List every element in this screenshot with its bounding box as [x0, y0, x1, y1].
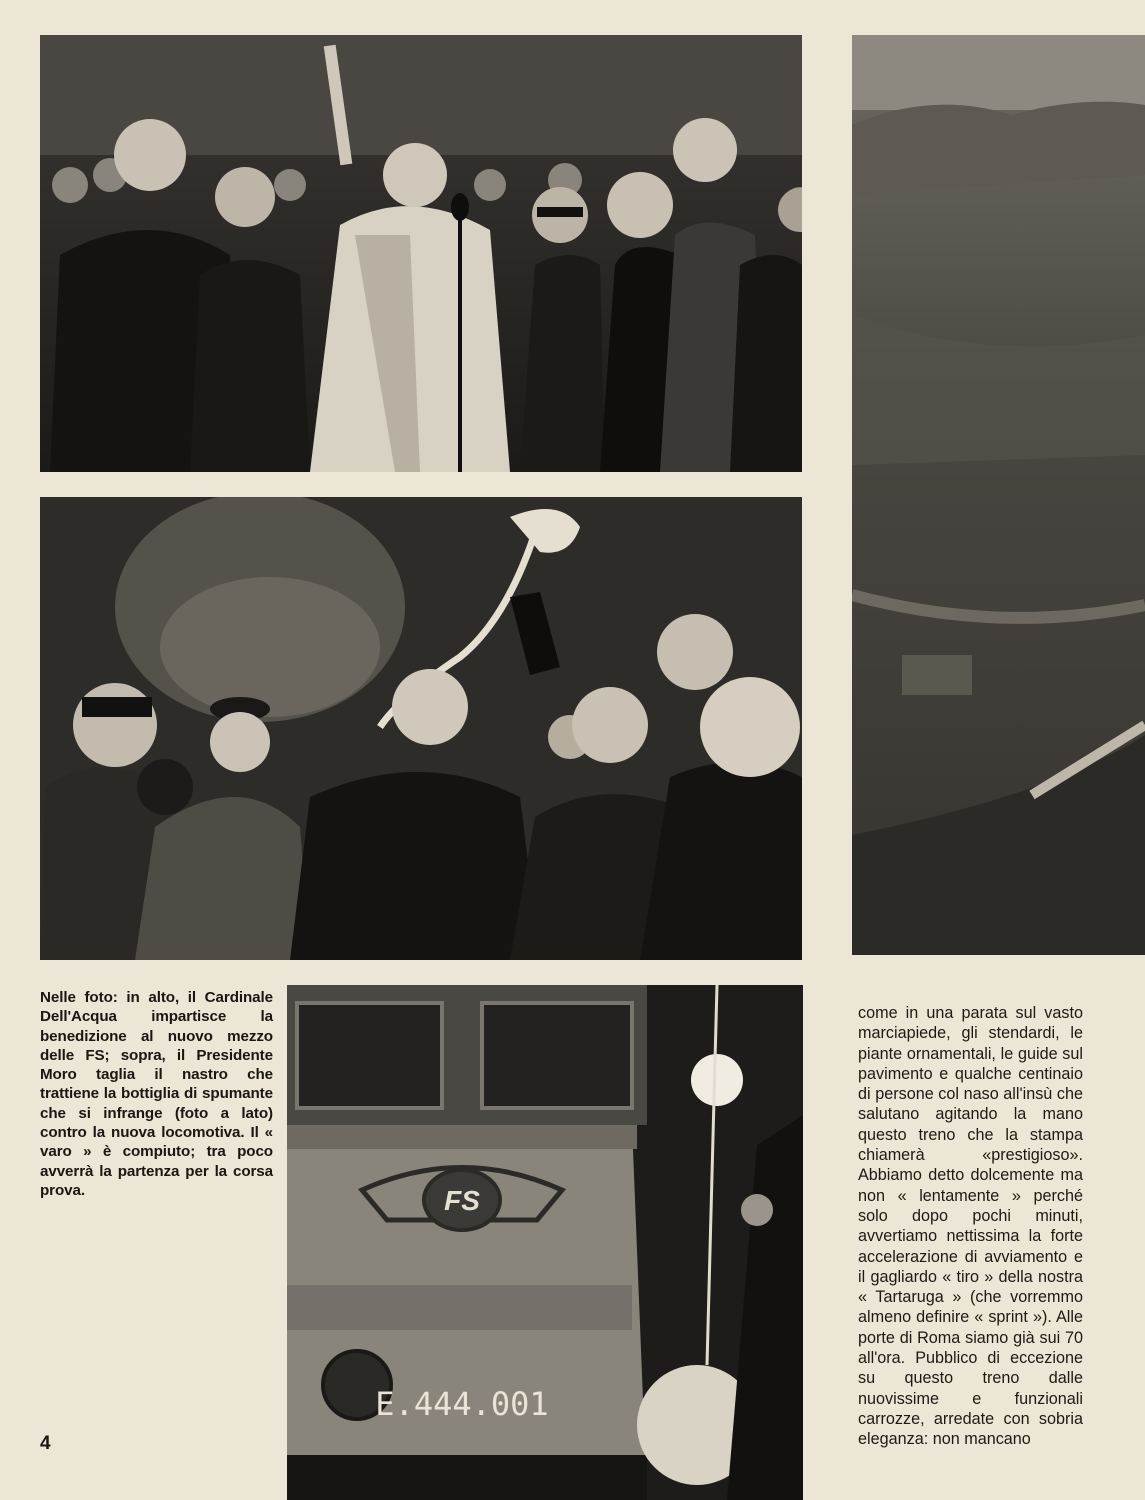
photo-locomotive — [287, 985, 803, 1500]
photo-ribbon-cutting — [40, 497, 802, 960]
article-text: come in una parata sul vasto marciapiede, gli stendardi, le piante ornamentali, le guide sul pavimento e qualche centinaio di persone col naso all'insù che salutano agitando la mano questo treno che la stampa chiamerà «prestigioso». Abbiamo detto dolcemente ma non « lentamente » perché solo dopo pochi minuti, avvertiamo nettissima la forte accelerazione di avviamento e il gagliardo « tiro » della nostra « Tartaruga » (che vorremmo almeno definire « sprint »). Alle porte di Roma siamo già sui 70 all'ora. Pubblico di eccezione su questo treno dalle nuovissime e funzionali carrozze, arredate con sobria eleganza: non mancano — [858, 1004, 1083, 1449]
page-number: 4 — [40, 1433, 51, 1454]
photo-caption: Nelle foto: in alto, il Cardinale Dell'Acqua impartisce la benedizione al nuovo mezzo delle FS; sopra, il Presidente Moro taglia il nastro che trattiene la bottiglia di spumante che si infrange (foto a lato) contro la nuova locomotiva. Il « varo » è compiuto; tra poco avverrà la partenza per la corsa prova. — [40, 989, 273, 1199]
locomotive-number: E.444.001 — [375, 1385, 549, 1423]
locomotive-logo: FS — [444, 1185, 480, 1216]
photo-blessing-ceremony — [40, 35, 802, 472]
photo-landscape — [852, 35, 1145, 955]
